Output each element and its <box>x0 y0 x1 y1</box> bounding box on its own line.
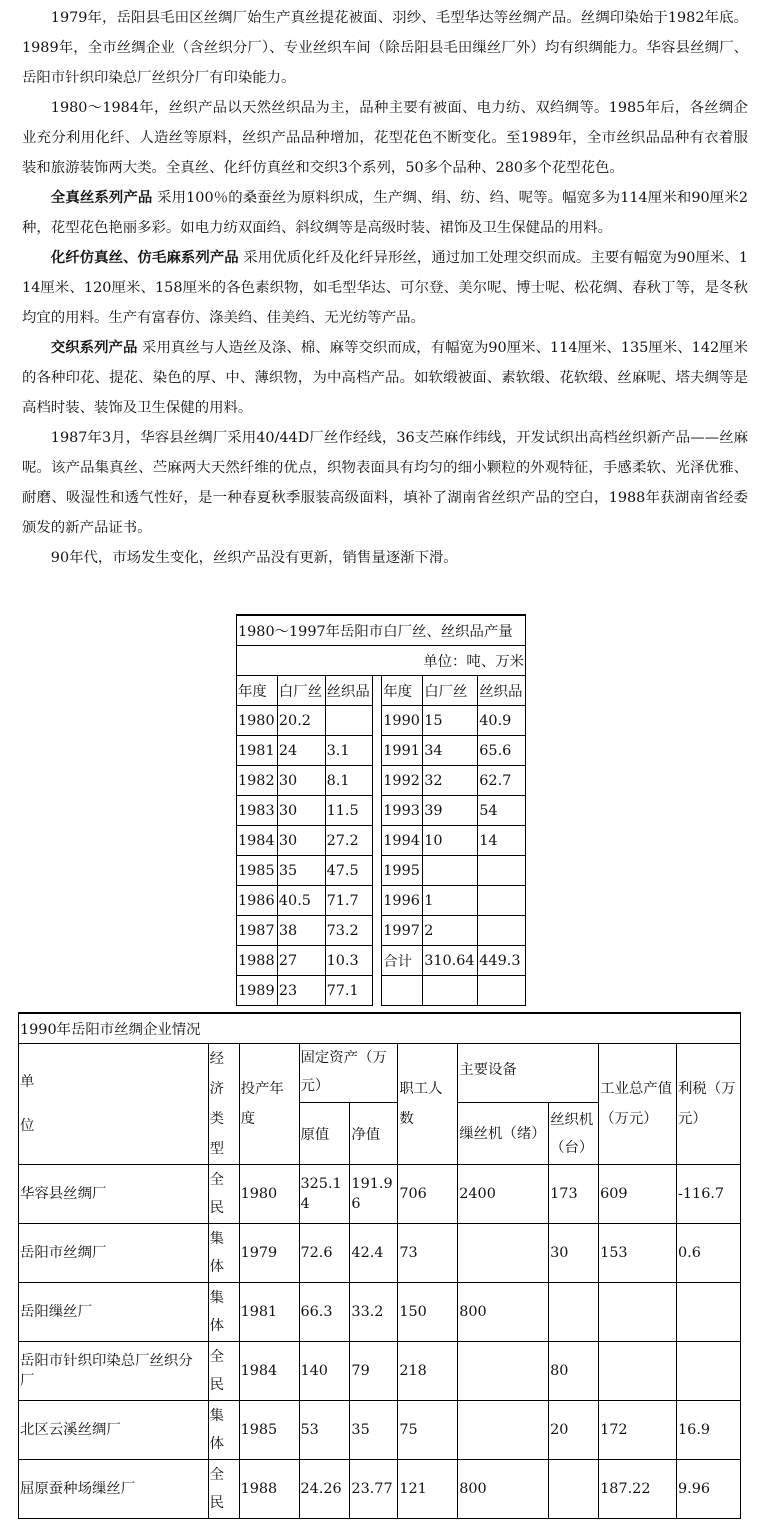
table-cell: 65.6 <box>478 736 526 766</box>
table-cell: 1992 <box>382 766 423 796</box>
table-cell: 72.6 <box>299 1224 350 1283</box>
table-cell: 79 <box>350 1342 398 1401</box>
header-net: 净值 <box>350 1103 398 1165</box>
table-cell: 16.9 <box>677 1401 741 1460</box>
table-cell: 191.96 <box>350 1165 398 1224</box>
header-equipment: 主要设备 <box>458 1044 599 1103</box>
table-row <box>19 1401 741 1460</box>
table-cell: 23 <box>277 976 325 1006</box>
table-cell: 40.5 <box>277 886 325 916</box>
column-gap <box>373 856 382 886</box>
table-row <box>237 856 526 886</box>
table-cell: 岳阳市针织印染总厂丝织分厂 <box>19 1342 209 1401</box>
table-cell: 325.14 <box>299 1165 350 1224</box>
table-cell: 1991 <box>382 736 423 766</box>
column-header: 年度 <box>237 676 278 706</box>
table-row <box>237 736 526 766</box>
table-cell: 集体 <box>208 1224 239 1283</box>
table-cell: 全民 <box>208 1342 239 1401</box>
paragraph-text: 1987年3月，华容县丝绸厂采用40/44D厂丝作经线，36支苎麻作纬线，开发试织出高档丝织新产品——丝麻呢。该产品集真丝、苎麻两大天然纤维的优点，织物表面具有均匀的细小颗粒的外观特征，手感柔软、光泽优雅、耐磨、吸湿性和透气性好，是一种春夏秋季服装高级面料，填补了湖南省丝织产品的空白，1988年获湖南省经委颁发的新产品证书。 <box>22 430 748 536</box>
table-cell: 27.2 <box>325 826 373 856</box>
table-cell <box>599 1342 677 1401</box>
table-cell: 173 <box>549 1165 599 1224</box>
column-gap <box>373 796 382 826</box>
column-gap <box>373 676 382 706</box>
table-cell: 609 <box>599 1165 677 1224</box>
table-cell: 1984 <box>239 1342 299 1401</box>
table-cell: 54 <box>478 796 526 826</box>
table-cell: 1989 <box>237 976 278 1006</box>
table-cell: 北区云溪丝绸厂 <box>19 1401 209 1460</box>
column-header: 白厂丝 <box>277 676 325 706</box>
table-cell: 150 <box>398 1283 458 1342</box>
table-cell: 1995 <box>382 856 423 886</box>
table-cell: 1981 <box>239 1283 299 1342</box>
column-header: 丝织品 <box>478 676 526 706</box>
table-cell: 39 <box>423 796 478 826</box>
production-table <box>236 614 526 1006</box>
table-cell: 1986 <box>237 886 278 916</box>
table-cell: 24 <box>277 736 325 766</box>
table-cell: 33.2 <box>350 1283 398 1342</box>
paragraph-lead: 化纤仿真丝、仿毛麻系列产品 <box>50 249 239 266</box>
table-cell: 80 <box>549 1342 599 1401</box>
column-gap <box>373 706 382 736</box>
header-workers: 职工人数 <box>398 1044 458 1165</box>
table-cell: 岳阳市丝绸厂 <box>19 1224 209 1283</box>
table-cell: 集体 <box>208 1401 239 1460</box>
table-cell: 34 <box>423 736 478 766</box>
column-gap <box>373 766 382 796</box>
table-cell: 1990 <box>382 706 423 736</box>
table-cell: 1987 <box>237 916 278 946</box>
table-row <box>237 916 526 946</box>
header-profit: 利税（万元） <box>677 1044 741 1165</box>
table-cell: 75 <box>398 1401 458 1460</box>
table-cell: 20 <box>549 1401 599 1460</box>
header-type: 经济类型 <box>208 1044 239 1165</box>
paragraph <box>22 3 748 93</box>
table-cell: 73 <box>398 1224 458 1283</box>
table-cell: 15 <box>423 706 478 736</box>
paragraph-text: 1980～1984年，丝织产品以天然丝织品为主，品种主要有被面、电力纺、双绉绸等。1985年后，各丝绸企业充分利用化纤、人造丝等原料，丝织产品品种增加，花型花色不断变化。至1989年，全市丝织品品种有衣着服装和旅游装饰两大类。全真丝、化纤仿真丝和交织3个系列，50多个品种、280多个花型花色。 <box>22 100 748 176</box>
column-gap <box>373 946 382 976</box>
table-row <box>237 796 526 826</box>
table-cell <box>549 1460 599 1519</box>
paragraph <box>22 93 748 183</box>
header-reeling: 缫丝机（绪） <box>458 1103 549 1165</box>
table-cell: 1985 <box>239 1401 299 1460</box>
column-gap <box>373 886 382 916</box>
table-cell: 8.1 <box>325 766 373 796</box>
table-cell: 1988 <box>239 1460 299 1519</box>
header-start-year: 投产年度 <box>239 1044 299 1165</box>
article-body <box>22 3 748 573</box>
table-cell: 35 <box>277 856 325 886</box>
table-cell: 全民 <box>208 1460 239 1519</box>
table-cell <box>478 916 526 946</box>
paragraph <box>22 183 748 243</box>
column-header: 年度 <box>382 676 423 706</box>
table-row <box>19 1460 741 1519</box>
table-cell: 2 <box>423 916 478 946</box>
table-cell: 1997 <box>382 916 423 946</box>
table-cell <box>423 856 478 886</box>
table-cell: 11.5 <box>325 796 373 826</box>
table-cell: 66.3 <box>299 1283 350 1342</box>
table-cell <box>382 976 423 1006</box>
table-row <box>237 886 526 916</box>
table-cell: 140 <box>299 1342 350 1401</box>
paragraph <box>22 243 748 333</box>
table-cell: 华容县丝绸厂 <box>19 1165 209 1224</box>
table-cell: 47.5 <box>325 856 373 886</box>
table-cell: 1984 <box>237 826 278 856</box>
table-cell: 449.3 <box>478 946 526 976</box>
table-cell: 77.1 <box>325 976 373 1006</box>
table-cell <box>478 886 526 916</box>
table-cell <box>677 1283 741 1342</box>
table-cell: 1983 <box>237 796 278 826</box>
table-row <box>19 1224 741 1283</box>
paragraph-text: 采用优质化纤及化纤异形丝，通过加工处理交织而成。主要有幅宽为90厘米、114厘米、120厘米、158厘米的各色素织物，如毛型华达、可尔登、美尔呢、博士呢、松花绸、春秋丁等，是冬秋均宜的用料。生产有富春仿、涤美绉、佳美绉、无光纺等产品。 <box>22 250 748 326</box>
table-cell: 岳阳缫丝厂 <box>19 1283 209 1342</box>
table-cell: 23.77 <box>350 1460 398 1519</box>
table-cell <box>423 976 478 1006</box>
column-gap <box>373 736 382 766</box>
table-cell: 1982 <box>237 766 278 796</box>
table-cell: 800 <box>458 1283 549 1342</box>
table-cell: 集体 <box>208 1283 239 1342</box>
table-cell: 屈原蚕种场缫丝厂 <box>19 1460 209 1519</box>
header-original: 原值 <box>299 1103 350 1165</box>
paragraph-lead: 全真丝系列产品 <box>50 189 153 206</box>
table-row <box>237 706 526 736</box>
table-row <box>19 1342 741 1401</box>
table-cell: 172 <box>599 1401 677 1460</box>
table-cell: 32 <box>423 766 478 796</box>
table-cell: 218 <box>398 1342 458 1401</box>
paragraph <box>22 333 748 423</box>
table-cell: 1981 <box>237 736 278 766</box>
table-cell: 27 <box>277 946 325 976</box>
table-cell <box>325 706 373 736</box>
table-row <box>19 1165 741 1224</box>
header-unit: 单位 <box>19 1044 209 1165</box>
table-cell: 合计 <box>382 946 423 976</box>
table-cell: 全民 <box>208 1165 239 1224</box>
table-cell: 1985 <box>237 856 278 886</box>
column-gap <box>373 826 382 856</box>
table-cell: 24.26 <box>299 1460 350 1519</box>
header-output: 工业总产值（万元） <box>599 1044 677 1165</box>
table-cell: 1 <box>423 886 478 916</box>
table-cell <box>458 1224 549 1283</box>
table-cell: 121 <box>398 1460 458 1519</box>
table-cell: 1988 <box>237 946 278 976</box>
table-cell: -116.7 <box>677 1165 741 1224</box>
table-cell: 706 <box>398 1165 458 1224</box>
table-cell: 20.2 <box>277 706 325 736</box>
paragraph <box>22 423 748 543</box>
table-cell: 42.4 <box>350 1224 398 1283</box>
paragraph-text: 90年代，市场发生变化，丝织产品没有更新，销售量逐渐下滑。 <box>50 550 458 566</box>
table-cell: 187.22 <box>599 1460 677 1519</box>
table-cell: 800 <box>458 1460 549 1519</box>
table-cell: 153 <box>599 1224 677 1283</box>
table-cell: 30 <box>277 826 325 856</box>
table-cell: 40.9 <box>478 706 526 736</box>
table-cell: 30 <box>549 1224 599 1283</box>
table-cell: 38 <box>277 916 325 946</box>
production-table-title: 1980～1997年岳阳市白厂丝、丝织品产量 <box>237 615 526 646</box>
table-cell <box>549 1283 599 1342</box>
table-cell: 35 <box>350 1401 398 1460</box>
table-cell <box>458 1401 549 1460</box>
header-looms: 丝织机（台） <box>549 1103 599 1165</box>
production-table-unit: 单位：吨、万米 <box>237 646 526 676</box>
column-header: 白厂丝 <box>423 676 478 706</box>
column-gap <box>373 976 382 1006</box>
header-fixed-assets: 固定资产（万元） <box>299 1044 398 1103</box>
table-cell: 1979 <box>239 1224 299 1283</box>
table-cell: 2400 <box>458 1165 549 1224</box>
paragraph-lead: 交织系列产品 <box>50 339 138 356</box>
table-row <box>237 946 526 976</box>
table-cell <box>478 856 526 886</box>
table-cell <box>478 976 526 1006</box>
enterprise-table <box>18 1012 741 1519</box>
table-cell: 71.7 <box>325 886 373 916</box>
column-gap <box>373 916 382 946</box>
table-cell: 62.7 <box>478 766 526 796</box>
table-cell: 1980 <box>239 1165 299 1224</box>
table-cell: 310.64 <box>423 946 478 976</box>
enterprise-table-title: 1990年岳阳市丝绸企业情况 <box>19 1013 741 1044</box>
table-cell: 1996 <box>382 886 423 916</box>
paragraph-text: 采用真丝与人造丝及涤、棉、麻等交织而成，有幅宽为90厘米、114厘米、135厘米、142厘米的各种印花、提花、染色的厚、中、薄织物，为中高档产品。如软缎被面、素软缎、花软缎、丝麻呢、塔夫绸等是高档时装、装饰及卫生保健的用料。 <box>22 340 748 416</box>
table-cell: 53 <box>299 1401 350 1460</box>
table-cell <box>599 1283 677 1342</box>
paragraph-text: 采用100％的桑蚕丝为原料织成，生产绸、绢、纺、绉、呢等。幅宽多为114厘米和90厘米2种，花型花色艳丽多彩。如电力纺双面绉、斜纹绸等是高级时装、裙饰及卫生保健品的用料。 <box>22 190 748 236</box>
table-row <box>237 766 526 796</box>
table-cell: 14 <box>478 826 526 856</box>
paragraph-text: 1979年，岳阳县毛田区丝绸厂始生产真丝提花被面、羽纱、毛型华达等丝绸产品。丝绸印染始于1982年底。1989年，全市丝绸企业（含丝织分厂）、专业丝织车间（除岳阳县毛田缫丝厂外）均有织绸能力。华容县丝绸厂、岳阳市针织印染总厂丝织分厂有印染能力。 <box>22 10 748 86</box>
table-cell: 10 <box>423 826 478 856</box>
table-cell <box>677 1342 741 1401</box>
table-cell: 1993 <box>382 796 423 826</box>
table-cell: 30 <box>277 766 325 796</box>
table-row <box>237 826 526 856</box>
table-cell: 1980 <box>237 706 278 736</box>
table-cell <box>458 1342 549 1401</box>
table-cell: 3.1 <box>325 736 373 766</box>
table-cell: 73.2 <box>325 916 373 946</box>
table-cell: 10.3 <box>325 946 373 976</box>
column-header: 丝织品 <box>325 676 373 706</box>
table-cell: 0.6 <box>677 1224 741 1283</box>
table-cell: 30 <box>277 796 325 826</box>
table-cell: 1994 <box>382 826 423 856</box>
table-cell: 9.96 <box>677 1460 741 1519</box>
table-row <box>19 1283 741 1342</box>
table-row <box>237 976 526 1006</box>
paragraph <box>22 543 748 573</box>
